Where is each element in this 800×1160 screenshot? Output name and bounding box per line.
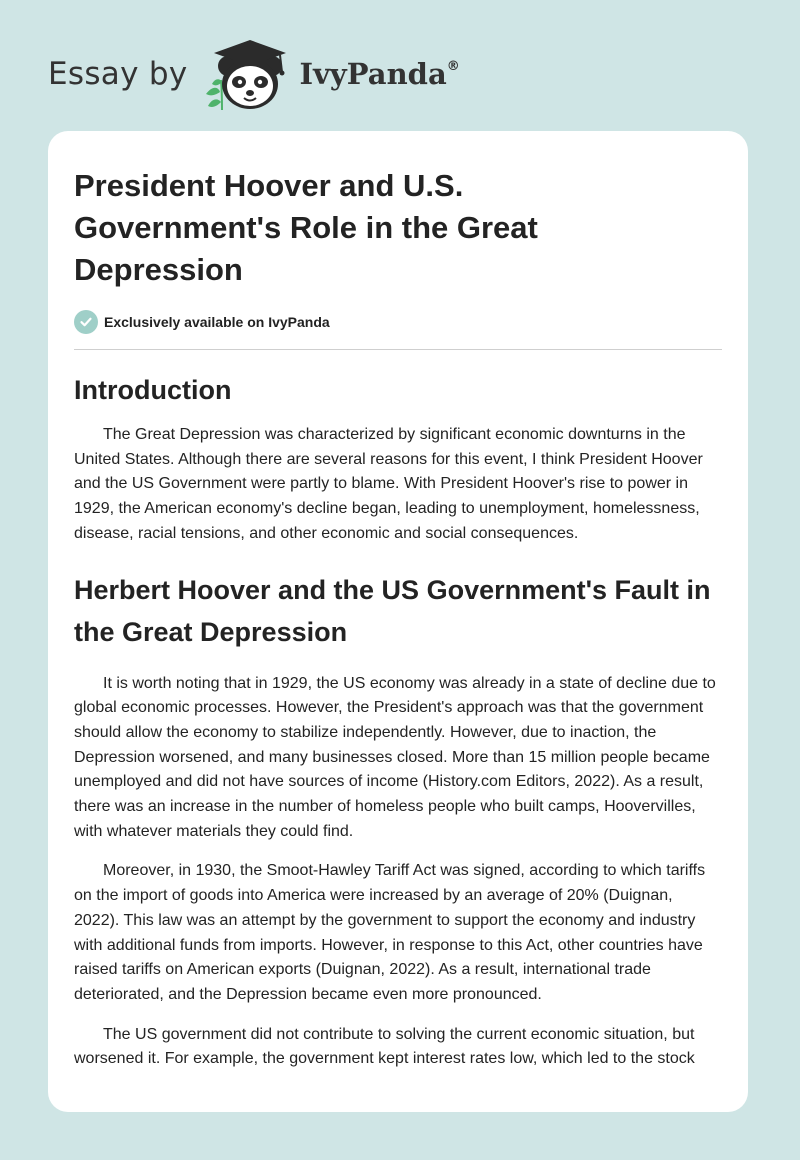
- check-icon: [74, 310, 98, 334]
- site-header: [48, 34, 460, 114]
- intro-paragraph: The Great Depression was characterized by significant economic downturns in the United States. Although there are several reasons for this event, I think President Hoover and the US Government were partly to blame. With President Hoover's rise to power in 1929, the American economy's decline began, leading to unemployment, homelessness, disease, racial tensions, and other economic and social consequences.: [74, 426, 703, 542]
- panda-logo-icon: [202, 36, 294, 112]
- brand-name: IvyPanda®: [299, 57, 460, 91]
- exclusive-badge-label: Exclusively available on IvyPanda: [104, 314, 330, 330]
- section-heading-hoover-fault: Herbert Hoover and the US Government's Fault in the Great Depression: [74, 574, 711, 647]
- essay-card: [48, 131, 748, 1112]
- essay-title: President Hoover and U.S. Government's Role in the Great Depression: [74, 168, 538, 287]
- essay-by-label: Essay by: [48, 56, 188, 92]
- divider: [74, 349, 722, 350]
- body-paragraph: It is worth noting that in 1929, the US economy was already in a state of decline due to global economic processes. However, the President's approach was that the government should allow the economy to stabilize independently. However, due to inaction, the Depression worsened, and many businesses closed. More than 15 million people became unemployed and did not have sources of income (History.com Editors, 2022). As a result, there was an increase in the number of homeless people who built camps, Hoovervilles, with whatever materials they could find.: [74, 674, 716, 840]
- section-heading-introduction: Introduction: [74, 375, 232, 405]
- body-paragraph: The US government did not contribute to solving the current economic situation, but worsened it. For example, the government kept interest rates low, which led to the stock: [74, 1025, 695, 1068]
- body-paragraph: Moreover, in 1930, the Smoot-Hawley Tariff Act was signed, according to which tariffs on the import of goods into America were increased by an average of 20% (Duignan, 2022). This law was an attempt by the government to support the economy and industry with additional funds from imports. However, in response to this Act, other countries have raised tariffs on American exports (Duignan, 2022). As a result, international trade deteriorated, and the Depression became even more pronounced.: [74, 862, 706, 1003]
- exclusive-badge: [74, 309, 722, 335]
